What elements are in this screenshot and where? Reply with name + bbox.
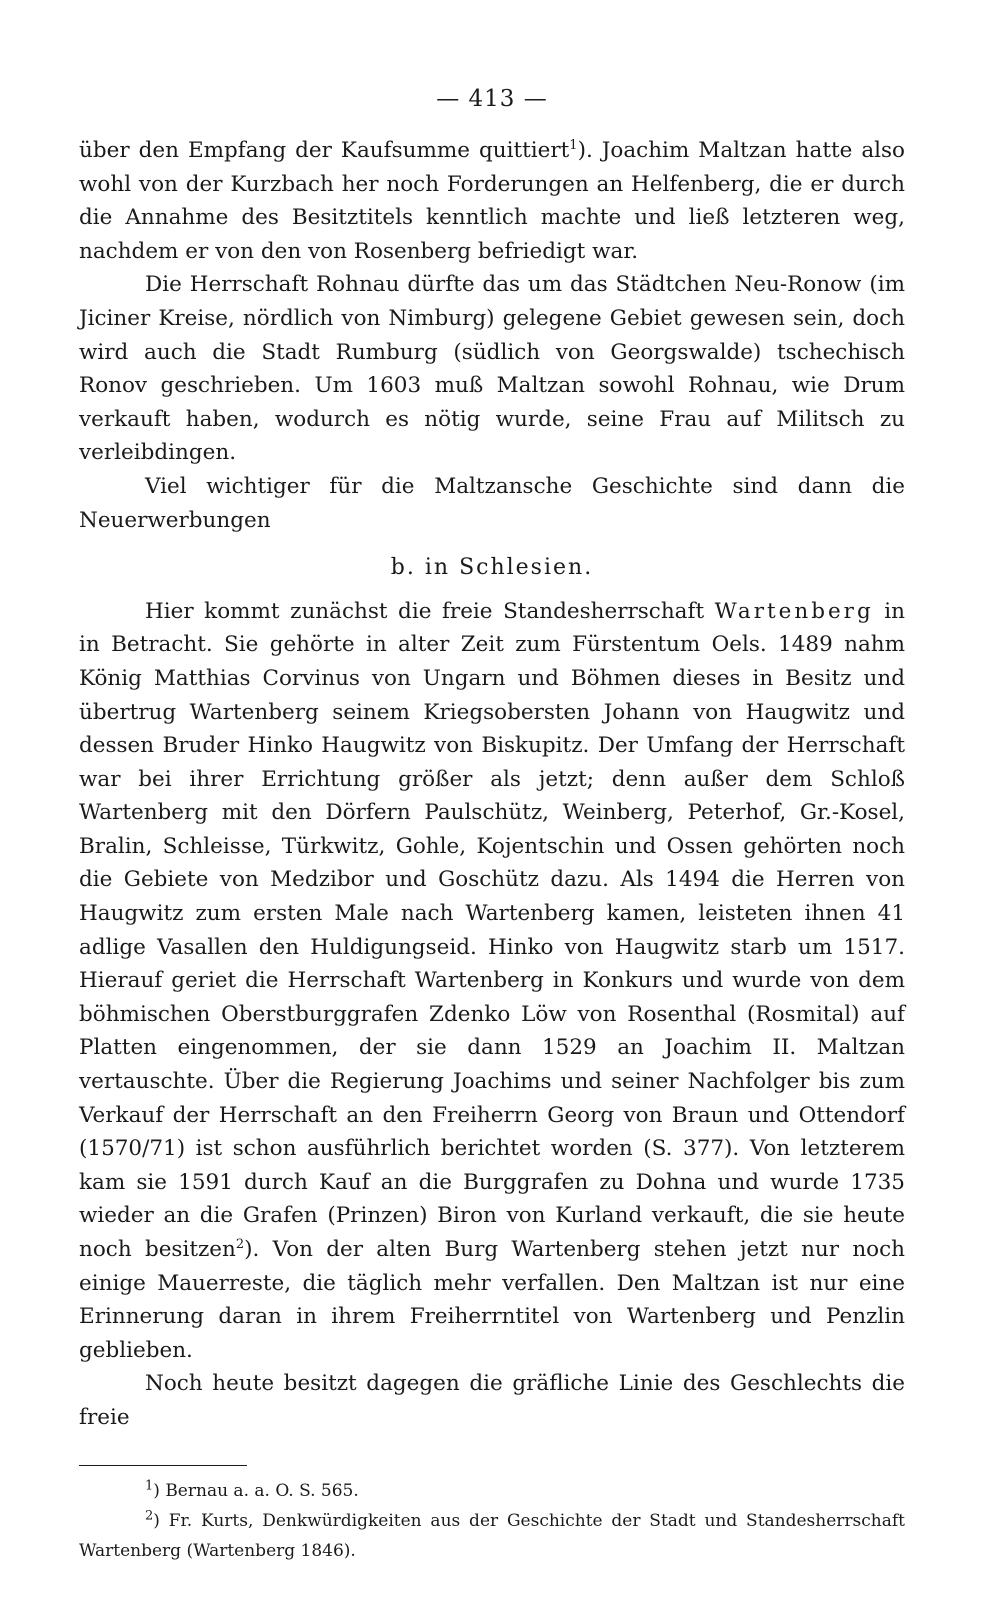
section-heading: b. in Schlesien. — [390, 555, 594, 581]
paragraph-3: Viel wichtiger für die Maltzansche Geschichte sind dann die Neuerwerbungen — [79, 473, 905, 533]
footnote-ref-2: 2 — [235, 1236, 245, 1252]
paragraph-main-after: in in Betracht. Sie gehörte in alter Zeit zum Fürstentum Oels. 1489 nahm König Matthias Corvinus von Ungarn und Böhmen dieses in Besitz und übertrug Wartenberg seinem Kriegsobersten Johann von Haugwitz und dessen Bruder Hinko Haugwitz von Biskupitz. Der Umfang der Herrschaft war bei ihrer Errichtung größer als jetzt; denn außer dem Schloß Wartenberg mit den Dörfern Paulschütz, Weinberg, Peterhof, Gr.-Kosel, Bralin, Schleisse, Türkwitz, Gohle, Kojentschin und Ossen gehörten noch die Gebiete von Medzibor und Goschütz dazu. Als 1494 die Herren von Haugwitz zum ersten Male nach Wartenberg kamen, leisteten ihnen 41 adlige Vasallen den Huldigungseid. Hinko von Haugwitz starb um 1517. Hierauf geriet die Herrschaft Wartenberg in Konkurs und wurde von dem böhmischen Oberstburggrafen Zdenko Löw von Rosenthal (Rosmital) auf Platten eingenommen, der sie dann 1529 an Joachim II. Maltzan vertauschte. Über die Regierung Joachims und seiner Nachfolger bis zum Verkauf der Herrschaft an den Freiherrn Georg von Braun und Ottendorf (1570/71) ist schon ausführlich berichtet worden (S. 377). Von letzterem kam sie 1591 durch Kauf an die Burggrafen zu Dohna und wurde 1735 wieder an die Grafen (Prinzen) Biron von Kurland verkauft, die sie heute noch besitzen — [79, 598, 906, 1262]
paragraph-2: Die Herrschaft Rohnau dürfte das um das Städtchen Neu-Ronow (im Jiciner Kreise, nördlich von Nimburg) gelegene Gebiet gewesen sein, doch wird auch die Stadt Rumburg (südlich von Georgswalde) tschechisch Ronov geschrieben. Um 1603 muß Maltzan sowohl Rohnau, wie Drum verkauft haben, wodurch es nötig wurde, seine Frau auf Militsch zu verleibdingen. — [79, 272, 905, 466]
paragraph-main-spaced-name: Wartenberg — [714, 598, 874, 624]
footnote-ref-1: 1 — [569, 137, 578, 153]
paragraph-1 — [79, 134, 905, 268]
paragraph-main-before: Hier kommt zunächst die freie Standesherrschaft — [145, 598, 715, 624]
paragraph-last: Noch heute besitzt dagegen die gräfliche Linie des Geschlechts die freie — [79, 1371, 905, 1430]
footnote-2-text: ) Fr. Kurts, Denkwürdigkeiten aus der Geschichte der Stadt und Standesherrschaft Wartenberg (Wartenberg 1846). — [79, 1510, 905, 1561]
paragraph-main-tail: ). Von der alten Burg Wartenberg stehen jetzt nur noch einige Mauerreste, die täglich mehr verfallen. Den Maltzan ist nur eine Erinnerung daran in ihrem Freiherrntitel von Wartenberg und Penzlin geblieben. — [79, 1237, 905, 1363]
footnote-1-mark: 1 — [145, 1477, 154, 1493]
footnote-2-mark: 2 — [145, 1507, 154, 1523]
footnote-divider — [79, 1465, 247, 1466]
page-number: — 413 — — [436, 86, 548, 112]
paragraph-1-tail: ). Joachim Maltzan hatte also wohl von der Kurzbach her noch Forderungen an Helfenberg, die er durch die Annahme des Besitztitels kenntlich machte und ließ letzteren weg, nachdem er von den von Rosenberg befriedigt war. — [79, 138, 905, 264]
paragraph-main — [79, 595, 905, 1368]
page — [79, 86, 905, 1566]
footnote-1-text: ) Bernau a. a. O. S. 565. — [153, 1480, 359, 1501]
paragraph-1-text: über den Empfang der Kaufsumme quittiert — [79, 138, 570, 163]
footnote-2 — [79, 1506, 905, 1566]
footnote-1 — [79, 1476, 905, 1506]
